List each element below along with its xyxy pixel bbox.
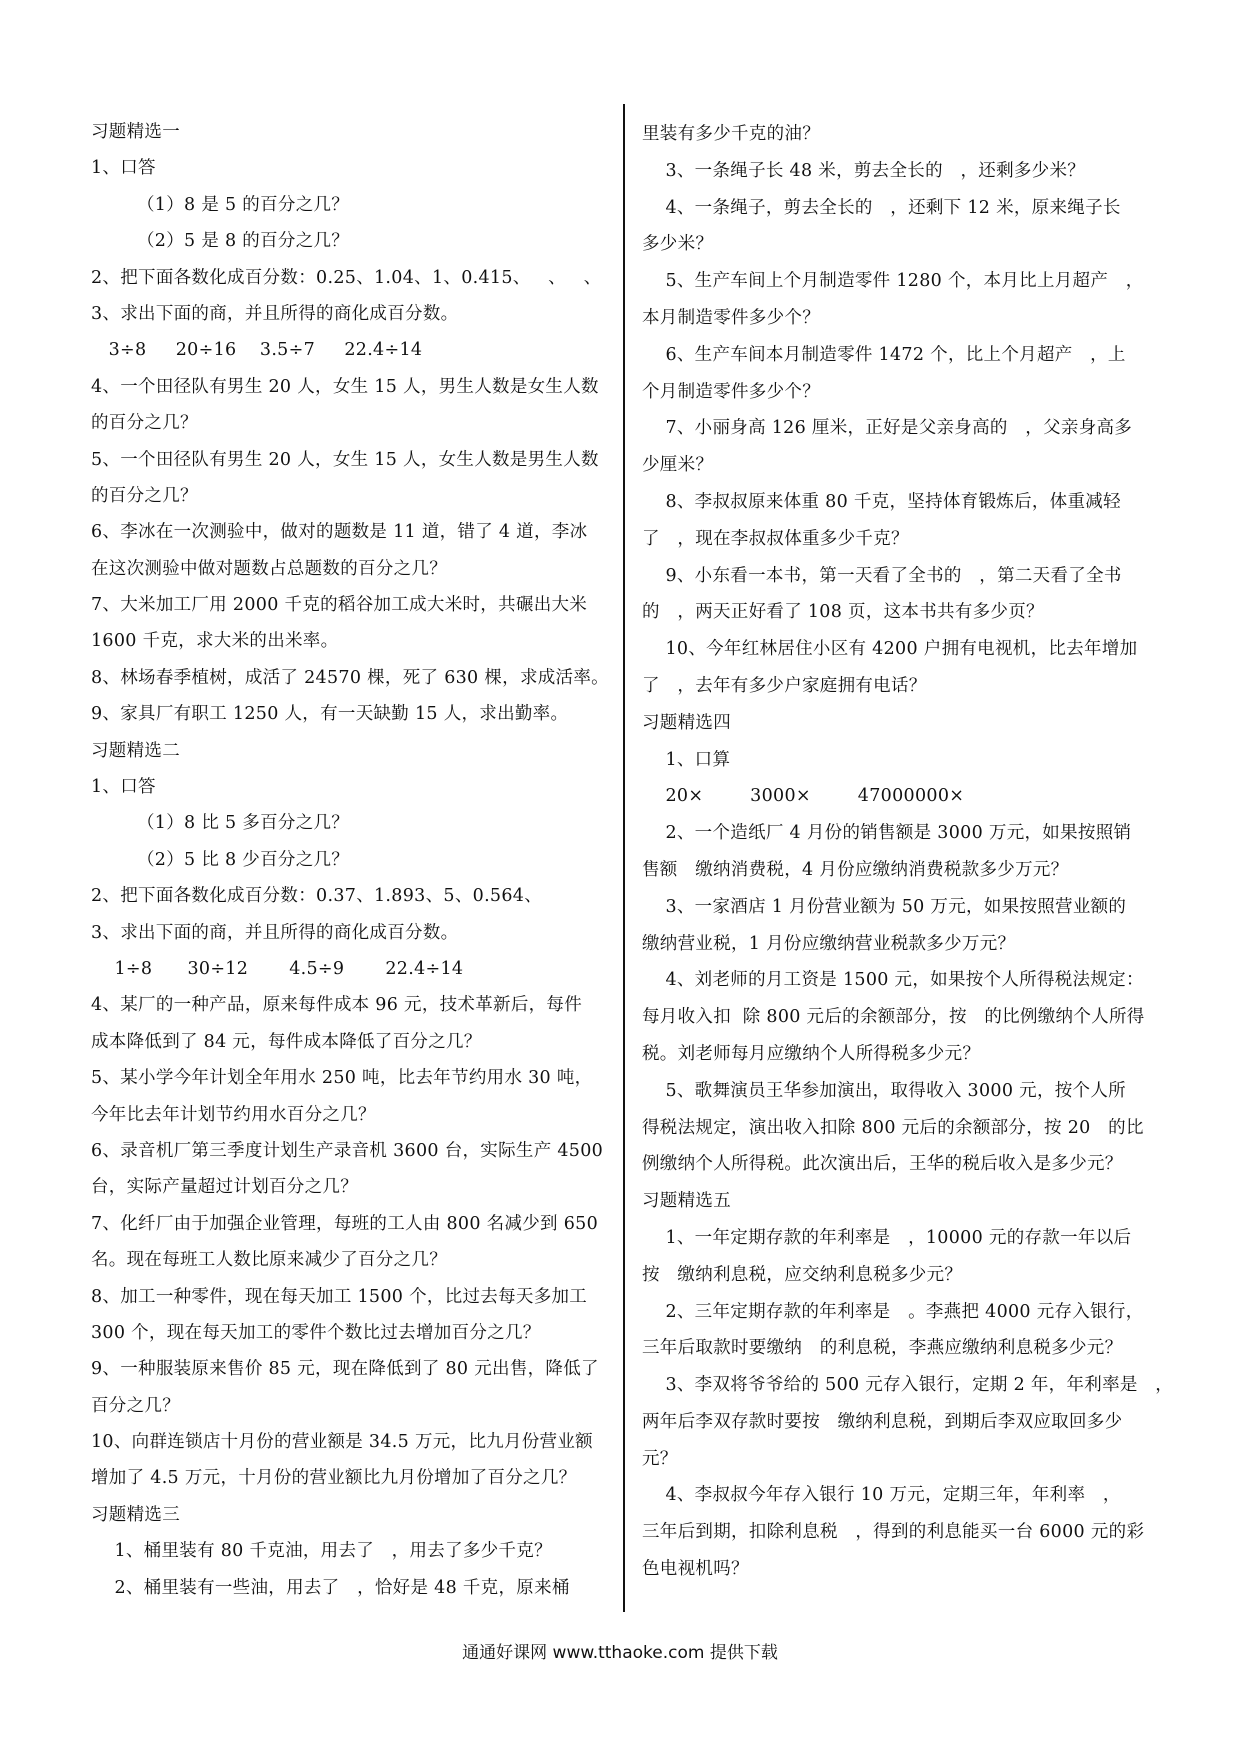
text-line: 多少米？ xyxy=(642,234,714,255)
text-line: 少厘米？ xyxy=(642,455,714,476)
text-line: 在这次测验中做对题数占总题数的百分之几？ xyxy=(91,558,447,579)
text-line: 习题精选五 xyxy=(642,1191,731,1212)
text-line: 2、把下面各数化成百分数：0.37、1.893、5、0.564、 xyxy=(91,886,543,907)
text-line: 习题精选二 xyxy=(91,740,180,761)
text-line: 8、林场春季植树，成活了 24570 棵，死了 630 棵，求成活率。 xyxy=(91,667,609,688)
text-line: 4、一个田径队有男生 20 人，女生 15 人，男生人数是女生人数 xyxy=(91,376,599,397)
text-line: 的百分之几？ xyxy=(91,413,198,434)
text-line: 三年后到期，扣除利息税 ，得到的利息能买一台 6000 元的彩 xyxy=(642,1522,1145,1543)
text-line: 5、一个田径队有男生 20 人，女生 15 人，女生人数是男生人数 xyxy=(91,449,599,470)
text-line: （1）8 比 5 多百分之几？ xyxy=(137,813,350,834)
text-line: 3、求出下面的商，并且所得的商化成百分数。 xyxy=(91,922,459,943)
text-line: 1600 千克，求大米的出米率。 xyxy=(91,631,339,652)
text-line: 5、生产车间上个月制造零件 1280 个，本月比上月超产 ， xyxy=(642,271,1144,292)
text-line: 了 ，现在李叔叔体重多少千克？ xyxy=(642,528,909,549)
text-line: 8、李叔叔原来体重 80 千克，坚持体育锻炼后，体重减轻 xyxy=(642,491,1121,512)
text-line: 10、今年红林居住小区有 4200 户拥有电视机，比去年增加 xyxy=(642,639,1138,660)
text-line: 例缴纳个人所得税。此次演出后，王华的税后收入是多少元？ xyxy=(642,1154,1123,1175)
text-line: 3、一家酒店 1 月份营业额为 50 万元，如果按照营业额的 xyxy=(642,896,1127,917)
text-line: （1）8 是 5 的百分之几？ xyxy=(137,194,350,215)
text-line: 4、某厂的一种产品，原来每件成本 96 元，技术革新后，每件 xyxy=(91,995,583,1016)
text-line: 9、家具厂有职工 1250 人，有一天缺勤 15 人，求出勤率。 xyxy=(91,704,569,725)
text-line: 缴纳营业税，1 月份应缴纳营业税款多少万元？ xyxy=(642,933,1016,954)
right-column xyxy=(642,116,1174,1588)
text-line: 得税法规定，演出收入扣除 800 元后的余额部分，按 20 的比 xyxy=(642,1117,1144,1138)
text-line: 8、加工一种零件，现在每天加工 1500 个，比过去每天多加工 xyxy=(91,1286,588,1307)
column-divider xyxy=(623,104,625,1612)
text-line: 1÷8 30÷12 4.5÷9 22.4÷14 xyxy=(91,958,464,979)
text-line: 7、小丽身高 126 厘米，正好是父亲身高的 ，父亲身高多 xyxy=(642,418,1133,439)
left-column xyxy=(91,114,609,1606)
text-line: 1、口答 xyxy=(91,158,156,179)
text-line: 1、一年定期存款的年利率是 ，10000 元的存款一年以后 xyxy=(642,1227,1132,1248)
text-line: 5、某小学今年计划全年用水 250 吨，比去年节约用水 30 吨， xyxy=(91,1068,593,1089)
text-line: 4、刘老师的月工资是 1500 元，如果按个人所得税法规定： xyxy=(642,970,1144,991)
text-line: 9、小东看一本书，第一天看了全书的 ，第二天看了全书 xyxy=(642,565,1122,586)
text-line: 元？ xyxy=(642,1448,678,1469)
text-line: 习题精选一 xyxy=(91,122,180,142)
text-line: 售额 缴纳消费税，4 月份应缴纳消费税款多少万元？ xyxy=(642,859,1069,880)
text-line: 按 缴纳利息税，应交纳利息税多少元？ xyxy=(642,1264,963,1285)
text-line: 4、一条绳子，剪去全长的 ，还剩下 12 米，原来绳子长 xyxy=(642,197,1121,218)
text-line: 税。刘老师每月应缴纳个人所得税多少元？ xyxy=(642,1043,981,1064)
text-line: 7、大米加工厂用 2000 千克的稻谷加工成大米时，共碾出大米 xyxy=(91,595,588,616)
text-line: 1、桶里装有 80 千克油，用去了 ，用去了多少千克？ xyxy=(91,1541,552,1562)
text-line: 个月制造零件多少个？ xyxy=(642,381,820,402)
text-line: 2、把下面各数化成百分数：0.25、1.04、1、0.415、 、 、 xyxy=(91,267,602,288)
text-line: 3、求出下面的商，并且所得的商化成百分数。 xyxy=(91,303,459,324)
text-line: 增加了 4.5 万元，十月份的营业额比九月份增加了百分之几？ xyxy=(91,1468,577,1489)
text-line: 6、李冰在一次测验中，做对的题数是 11 道，错了 4 道，李冰 xyxy=(91,522,588,543)
text-line: 2、桶里装有一些油，用去了 ，恰好是 48 千克，原来桶 xyxy=(91,1577,570,1598)
text-line: 两年后李双存款时要按 缴纳利息税，到期后李双应取回多少 xyxy=(642,1411,1123,1432)
text-line: （2）5 是 8 的百分之几？ xyxy=(137,231,350,252)
text-line: 的 ，两天正好看了 108 页，这本书共有多少页？ xyxy=(642,602,1044,623)
text-line: 3、李双将爷爷给的 500 元存入银行，定期 2 年，年利率是 ， xyxy=(642,1375,1174,1396)
text-line: （2）5 比 8 少百分之几？ xyxy=(137,849,350,870)
text-line: 三年后取款时要缴纳 的利息税，李燕应缴纳利息税多少元？ xyxy=(642,1338,1123,1359)
text-line: 300 个，现在每天加工的零件个数比过去增加百分之几？ xyxy=(91,1322,541,1343)
text-line: 4、李叔叔今年存入银行 10 万元，定期三年，年利率 ， xyxy=(642,1485,1121,1506)
text-line: 每月收入扣 除 800 元后的余额部分，按 的比例缴纳个人所得 xyxy=(642,1007,1145,1028)
text-line: 今年比去年计划节约用水百分之几？ xyxy=(91,1104,376,1125)
text-line: 3÷8 20÷16 3.5÷7 22.4÷14 xyxy=(91,340,423,361)
text-line: 成本降低到了 84 元，每件成本降低了百分之几？ xyxy=(91,1031,482,1052)
text-line: 名。现在每班工人数比原来减少了百分之几？ xyxy=(91,1250,447,1271)
text-line: 2、三年定期存款的年利率是 。李燕把 4000 元存入银行， xyxy=(642,1301,1144,1322)
text-line: 习题精选四 xyxy=(642,712,731,733)
text-line: 色电视机吗？ xyxy=(642,1559,749,1580)
text-line: 的百分之几？ xyxy=(91,485,198,506)
text-line: 1、口答 xyxy=(91,777,156,798)
text-line: 20× 3000× 47000000× xyxy=(642,786,965,807)
text-line: 7、化纤厂由于加强企业管理，每班的工人由 800 名减少到 650 xyxy=(91,1213,599,1234)
text-line: 10、向群连锁店十月份的营业额是 34.5 万元，比九月份营业额 xyxy=(91,1432,593,1453)
footer-text: 通通好课网 www.tthaoke.com 提供下载 xyxy=(462,1643,778,1663)
text-line: 习题精选三 xyxy=(91,1504,180,1525)
text-line: 台，实际产量超过计划百分之几？ xyxy=(91,1177,358,1198)
text-line: 本月制造零件多少个？ xyxy=(642,307,820,328)
text-line: 里装有多少千克的油？ xyxy=(642,124,820,144)
text-line: 1、口算 xyxy=(642,749,731,770)
text-line: 6、生产车间本月制造零件 1472 个，比上个月超产 ，上 xyxy=(642,344,1126,365)
text-line: 6、录音机厂第三季度计划生产录音机 3600 台，实际生产 4500 xyxy=(91,1140,604,1161)
text-line: 百分之几？ xyxy=(91,1395,180,1416)
text-line: 了 ，去年有多少户家庭拥有电话？ xyxy=(642,675,927,696)
text-line: 3、一条绳子长 48 米，剪去全长的 ，还剩多少米？ xyxy=(642,160,1086,181)
text-line: 2、一个造纸厂 4 月份的销售额是 3000 万元，如果按照销 xyxy=(642,823,1132,844)
text-line: 5、歌舞演员王华参加演出，取得收入 3000 元，按个人所 xyxy=(642,1080,1126,1101)
text-line: 9、一种服装原来售价 85 元，现在降低到了 80 元出售，降低了 xyxy=(91,1359,599,1380)
